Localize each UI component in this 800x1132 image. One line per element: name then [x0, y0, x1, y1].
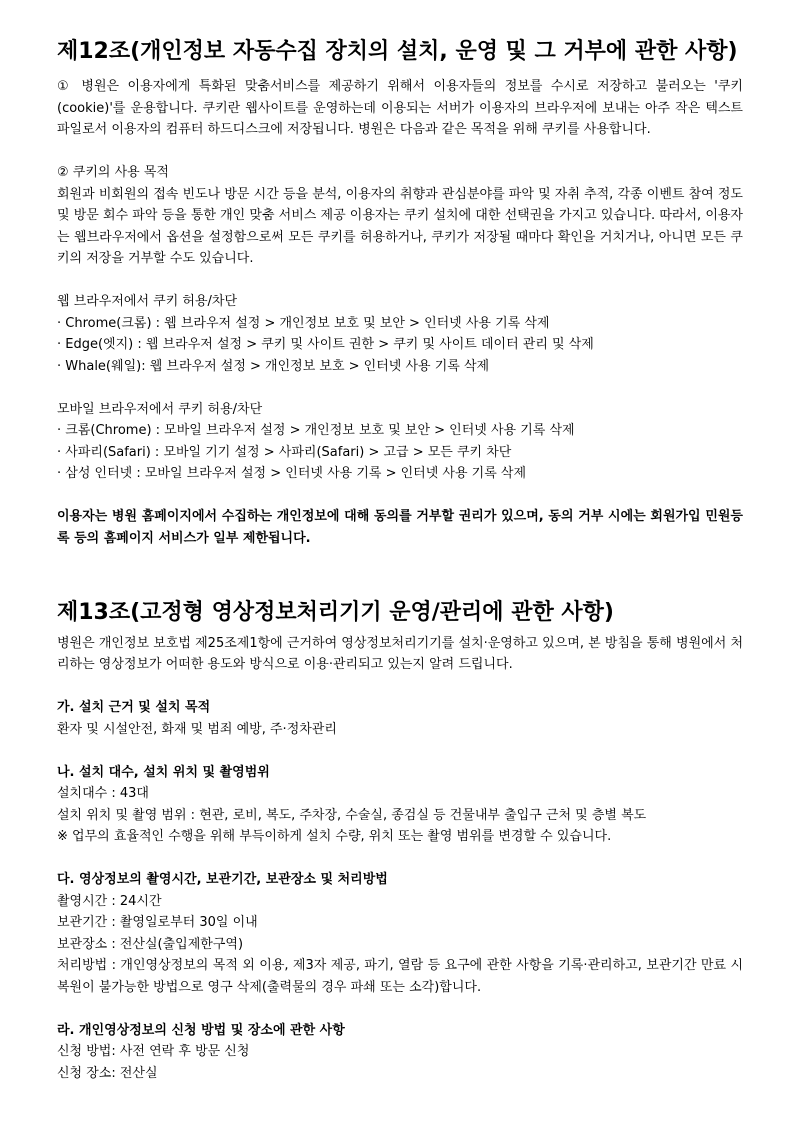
mobile-browser-item: · 크롬(Chrome) : 모바일 브라우저 설정 > 개인정보 보호 및 보안 > 인터넷 사용 기록 삭제 [57, 423, 575, 438]
article-12-title: 제12조(개인정보 자동수집 장치의 설치, 운영 및 그 거부에 관한 사항) [57, 39, 738, 64]
cctv-retention-line: 촬영시간 : 24시간 [57, 893, 162, 909]
cctv-location-line: 설치대수 : 43대 [57, 786, 149, 801]
cctv-location-heading: 나. 설치 대수, 설치 위치 및 촬영범위 [57, 764, 270, 780]
cctv-request-heading: 라. 개인영상정보의 신청 방법 및 장소에 관한 사항 [57, 1022, 345, 1038]
article-13-title: 제13조(고정형 영상정보처리기기 운영/관리에 관한 사항) [57, 599, 614, 625]
cctv-retention-line: 보관장소 : 전산실(출입제한구역) [57, 936, 244, 952]
mobile-browser-item: · 사파리(Safari) : 모바일 기기 설정 > 사파리(Safari) > 고급 > 모든 쿠키 차단 [57, 444, 512, 460]
web-browser-item: · Whale(웨일): 웹 브라우저 설정 > 개인정보 보호 > 인터넷 사용 기록 삭제 [57, 358, 490, 374]
cctv-retention-heading: 다. 영상정보의 촬영시간, 보관기간, 보관장소 및 처리방법 [57, 872, 388, 887]
cctv-request-line: 신청 장소: 전산실 [57, 1065, 158, 1081]
cctv-location-line: ※ 업무의 효율적인 수행을 위해 부득이하게 설치 수량, 위치 또는 촬영 범위를 변경할 수 있습니다. [57, 829, 612, 844]
web-browser-heading: 웹 브라우저에서 쿠키 허용/차단 [57, 294, 238, 309]
cctv-request-line: 신청 방법: 사전 연락 후 방문 신청 [57, 1044, 250, 1059]
consent-refusal-notice: 이용자는 병원 홈페이지에서 수집하는 개인정보에 대해 동의를 거부할 권리가 있으며, 동의 거부 시에는 회원가입 민원등록 등의 홈페이지 서비스가 일부 제한됩니다. [57, 509, 743, 546]
cctv-intro-paragraph: 병원은 개인정보 보호법 제25조제1항에 근거하여 영상정보처리기기를 설치·운영하고 있으며, 본 방침을 통해 병원에서 처리하는 영상정보가 어떠한 용도와 방식으로 이용·관리되고 있는지 알려 드립니다. [57, 635, 743, 672]
web-browser-item: · Chrome(크롬) : 웹 브라우저 설정 > 개인정보 보호 및 보안 > 인터넷 사용 기록 삭제 [57, 315, 550, 331]
web-browser-item: · Edge(엣지) : 웹 브라우저 설정 > 쿠키 및 사이트 권한 > 쿠키 및 사이트 데이터 관리 및 삭제 [57, 337, 594, 352]
cctv-purpose-text: 환자 및 시설안전, 화재 및 범죄 예방, 주‧정차관리 [57, 721, 337, 737]
article-13 [57, 575, 743, 1084]
cctv-retention-line: 보관기간 : 촬영일로부터 30일 이내 [57, 915, 258, 930]
cctv-retention-line: 처리방법 : 개인영상정보의 목적 외 이용, 제3자 제공, 파기, 열람 등 요구에 관한 사항을 기록‧관리하고, 보관기간 만료 시 복원이 불가능한 방법으로 영구 삭제(출력물의 경우 파쇄 또는 소각)합니다. [57, 958, 743, 995]
article-12 [57, 36, 743, 549]
mobile-browser-heading: 모바일 브라우저에서 쿠키 허용/차단 [57, 401, 263, 417]
mobile-browser-item: · 삼성 인터넷 : 모바일 브라우저 설정 > 인터넷 사용 기록 > 인터넷 사용 기록 삭제 [57, 466, 527, 481]
cookie-purpose-paragraph: 회원과 비회원의 접속 빈도나 방문 시간 등을 분석, 이용자의 취향과 관심분야를 파악 및 자취 추적, 각종 이벤트 참여 정도 및 방문 회수 파악 등을 통한 개인 맞춤 서비스 제공 이용자는 쿠키 설치에 대한 선택권을 가지고 있습니다. 따라서, 이용자는 웹브라우저에서 옵션을 설정함으로써 모든 쿠키를 허용하거나, 쿠키가 저장될 때마다 확인을 거치거나, 아니면 모든 쿠키의 저장을 거부할 수도 있습니다. [57, 186, 743, 266]
cookie-intro-paragraph: ① 병원은 이용자에게 특화된 맞춤서비스를 제공하기 위해서 이용자들의 정보를 수시로 저장하고 불러오는 '쿠키(cookie)'를 운용합니다. 쿠키란 웹사이트를 운영하는데 이용되는 서버가 이용자의 브라우저에 보내는 아주 작은 텍스트 파일로서 이용자의 컴퓨터 하드디스크에 저장됩니다. 병원은 다음과 같은 목적을 위해 쿠키를 사용합니다. [57, 79, 743, 137]
cookie-purpose-heading: ② 쿠키의 사용 목적 [57, 165, 169, 180]
cctv-location-line: 설치 위치 및 촬영 범위 : 현관, 로비, 복도, 주차장, 수술실, 종검실 등 건물내부 출입구 근처 및 층별 복도 [57, 807, 647, 823]
cctv-purpose-heading: 가. 설치 근거 및 설치 목적 [57, 700, 211, 715]
